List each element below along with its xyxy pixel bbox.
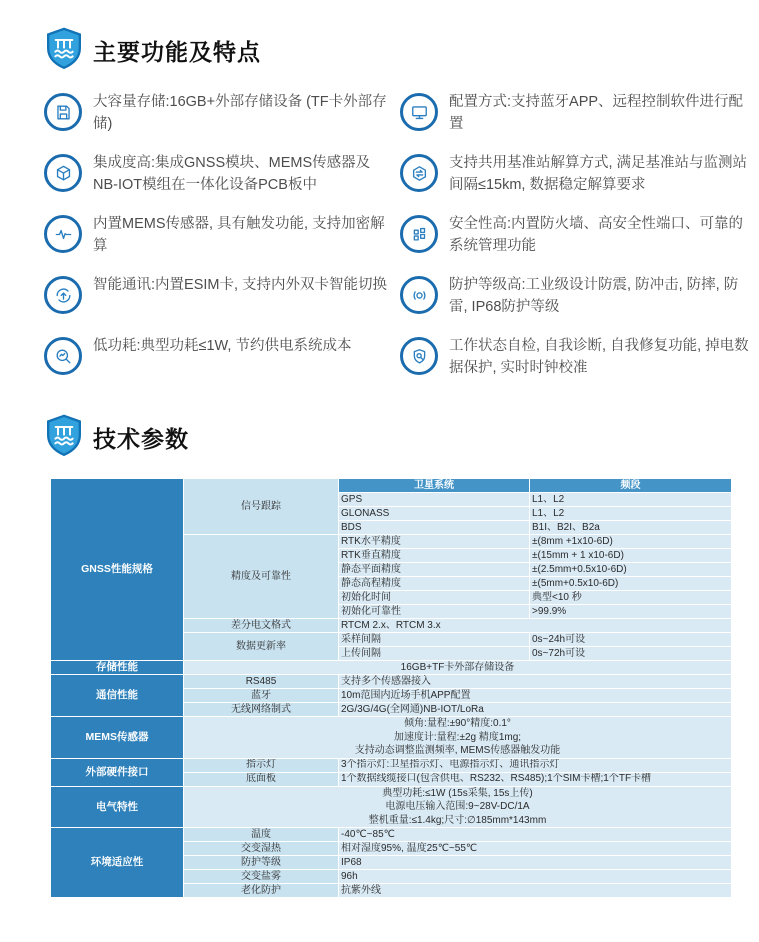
sim-switch-icon: [44, 276, 82, 314]
spec-value-cell: 1个数据线缆接口(包含供电、RS232、RS485);1个SIM卡槽;1个TF卡槽: [339, 772, 732, 786]
spec-subcategory-cell: 信号跟踪: [184, 479, 339, 535]
feature-item-self-check: [400, 335, 752, 379]
spec-value-line: 支持动态调整监测频率, MEMS传感器触发功能: [354, 745, 561, 756]
spec-value-line: 电源电压输入范围:9~28V-DC/1A: [385, 801, 530, 812]
feature-item-base-station: [400, 152, 752, 196]
spec-param-cell: 初始化可靠性: [339, 605, 530, 619]
spec-subcategory-cell: 指示灯: [184, 758, 339, 772]
spec-subcategory-cell: 蓝牙: [184, 689, 339, 703]
feature-text: 智能通讯:内置ESIM卡, 支持内外双卡智能切换: [93, 277, 388, 293]
feature-text: 配置方式:支持蓝牙APP、远程控制软件进行配置: [449, 94, 744, 132]
spec-value-cell: 相对湿度95%, 温度25℃~55℃: [339, 842, 732, 856]
spec-value-cell: 支持多个传感器接入: [339, 675, 732, 689]
spec-value-line: 典型功耗:≤1W (15s采集, 15s上传): [382, 787, 533, 799]
spec-param-cell: 采样间隔: [339, 633, 530, 647]
features-section-header: [44, 26, 759, 75]
monitor-icon: [400, 93, 438, 131]
shockproof-icon: [400, 276, 438, 314]
table-row: [51, 828, 732, 842]
spec-value-cell: -40℃~85℃: [339, 828, 732, 842]
spec-value-cell: 典型<10 秒: [530, 591, 732, 605]
spec-subcategory-cell: 温度: [184, 828, 339, 842]
feature-item-protection: [400, 274, 752, 318]
storage-icon: [44, 93, 82, 131]
spec-category-cell: 通信性能: [51, 675, 184, 717]
table-row: [51, 717, 732, 759]
feature-text: 集成度高:集成GNSS模块、MEMS传感器及NB-IOT模组在一体化设备PCB板中: [93, 155, 371, 193]
feature-grid: [44, 91, 754, 379]
spec-subcategory-cell: 精度及可靠性: [184, 535, 339, 619]
spec-param-cell: 上传间隔: [339, 647, 530, 661]
spec-value-cell: IP68: [339, 856, 732, 870]
spec-value-cell: B1I、B2I、B2a: [530, 521, 732, 535]
spec-value-cell: 3个指示灯:卫星指示灯、电源指示灯、通讯指示灯: [339, 758, 732, 772]
spec-param-cell: GLONASS: [339, 507, 530, 521]
spec-category-cell: MEMS传感器: [51, 717, 184, 759]
security-blocks-icon: [400, 215, 438, 253]
spec-subcategory-cell: 底面板: [184, 772, 339, 786]
page: [0, 26, 759, 942]
spec-value-line: 加速度计:量程:±2g 精度1mg;: [393, 731, 522, 743]
spec-value-cell: 10m范围内近场手机APP配置: [339, 689, 732, 703]
table-header-cell: 频段: [530, 479, 732, 493]
spec-param-cell: BDS: [339, 521, 530, 535]
spec-category-cell: 环境适应性: [51, 828, 184, 898]
spec-value-cell: 抗紫外线: [339, 884, 732, 898]
spec-value-cell: ±(15mm + 1 x10-6D): [530, 549, 732, 563]
spec-param-cell: 静态高程精度: [339, 577, 530, 591]
low-power-icon: [44, 337, 82, 375]
shield-dam-icon: [44, 413, 84, 462]
feature-text: 安全性高:内置防火墙、高安全性端口、可靠的系统管理功能: [449, 216, 744, 254]
spec-subcategory-cell: 数据更新率: [184, 633, 339, 661]
feature-item-config: [400, 91, 752, 135]
table-header-cell: 卫星系统: [339, 479, 530, 493]
feature-text: 大容量存储:16GB+外部存储设备 (TF卡外部存储): [93, 94, 387, 132]
spec-value-cell: RTCM 2.x、RTCM 3.x: [339, 619, 732, 633]
spec-value-cell: >99.9%: [530, 605, 732, 619]
spec-param-cell: 初始化时间: [339, 591, 530, 605]
spec-value-cell: 2G/3G/4G(全网通)NB-IOT/LoRa: [339, 703, 732, 717]
spec-value-cell: 0s~24h可设: [530, 633, 732, 647]
table-row: [51, 786, 732, 828]
feature-text: 低功耗:典型功耗≤1W, 节约供电系统成本: [93, 338, 352, 354]
spec-category-cell: 电气特性: [51, 786, 184, 828]
spec-value-cell: L1、L2: [530, 507, 732, 521]
spec-value-cell: ±(5mm+0.5x10-6D): [530, 577, 732, 591]
spec-subcategory-cell: 老化防护: [184, 884, 339, 898]
features-section-title: 主要功能及特点: [93, 39, 261, 65]
feature-item-integration: [44, 152, 396, 196]
feature-text: 支持共用基准站解算方式, 满足基准站与监测站间隔≤15km, 数据稳定解算要求: [449, 155, 748, 193]
spec-value-cell: [184, 717, 732, 759]
spec-value-cell: [184, 786, 732, 828]
self-check-icon: [400, 337, 438, 375]
table-row: [51, 758, 732, 772]
spec-subcategory-cell: 防护等级: [184, 856, 339, 870]
spec-value-line: 整机重量:≤1.4kg;尺寸:∅185mm*143mm: [368, 814, 547, 826]
spec-category-cell: GNSS性能规格: [51, 479, 184, 661]
feature-item-security: [400, 213, 752, 257]
table-row: [51, 479, 732, 493]
feature-item-esim: [44, 274, 396, 318]
table-row: [51, 675, 732, 689]
spec-param-cell: GPS: [339, 493, 530, 507]
feature-text: 内置MEMS传感器, 具有触发功能, 支持加密解算: [93, 216, 385, 254]
spec-subcategory-cell: RS485: [184, 675, 339, 689]
feature-item-low-power: [44, 335, 396, 379]
spec-subcategory-cell: 无线网络制式: [184, 703, 339, 717]
specs-section-title: 技术参数: [93, 426, 189, 452]
feature-item-storage: [44, 91, 396, 135]
spec-table-container: [50, 478, 759, 898]
table-row: [51, 661, 732, 675]
base-station-sync-icon: [400, 154, 438, 192]
specs-section-header: [44, 413, 759, 462]
spec-subcategory-cell: 交变盐雾: [184, 870, 339, 884]
feature-item-mems: [44, 213, 396, 257]
spec-value-cell: 16GB+TF卡外部存储设备: [184, 661, 732, 675]
spec-table: [50, 478, 732, 898]
spec-param-cell: 静态平面精度: [339, 563, 530, 577]
spec-value-line: 倾角:量程:±90°精度:0.1°: [404, 718, 511, 729]
pulse-icon: [44, 215, 82, 253]
spec-value-cell: 0s~72h可设: [530, 647, 732, 661]
spec-subcategory-cell: 差分电文格式: [184, 619, 339, 633]
spec-value-cell: 96h: [339, 870, 732, 884]
spec-subcategory-cell: 交变湿热: [184, 842, 339, 856]
spec-category-cell: 外部硬件接口: [51, 758, 184, 786]
feature-text: 工作状态自检, 自我诊断, 自我修复功能, 掉电数据保护, 实时时钟校准: [449, 338, 749, 376]
shield-dam-icon: [44, 26, 84, 75]
cube-icon: [44, 154, 82, 192]
spec-param-cell: RTK水平精度: [339, 535, 530, 549]
spec-category-cell: 存储性能: [51, 661, 184, 675]
spec-value-cell: ±(8mm +1x10-6D): [530, 535, 732, 549]
spec-param-cell: RTK垂直精度: [339, 549, 530, 563]
spec-value-cell: L1、L2: [530, 493, 732, 507]
feature-text: 防护等级高:工业级设计防震, 防冲击, 防摔, 防雷, IP68防护等级: [449, 277, 739, 315]
spec-value-cell: ±(2.5mm+0.5x10-6D): [530, 563, 732, 577]
